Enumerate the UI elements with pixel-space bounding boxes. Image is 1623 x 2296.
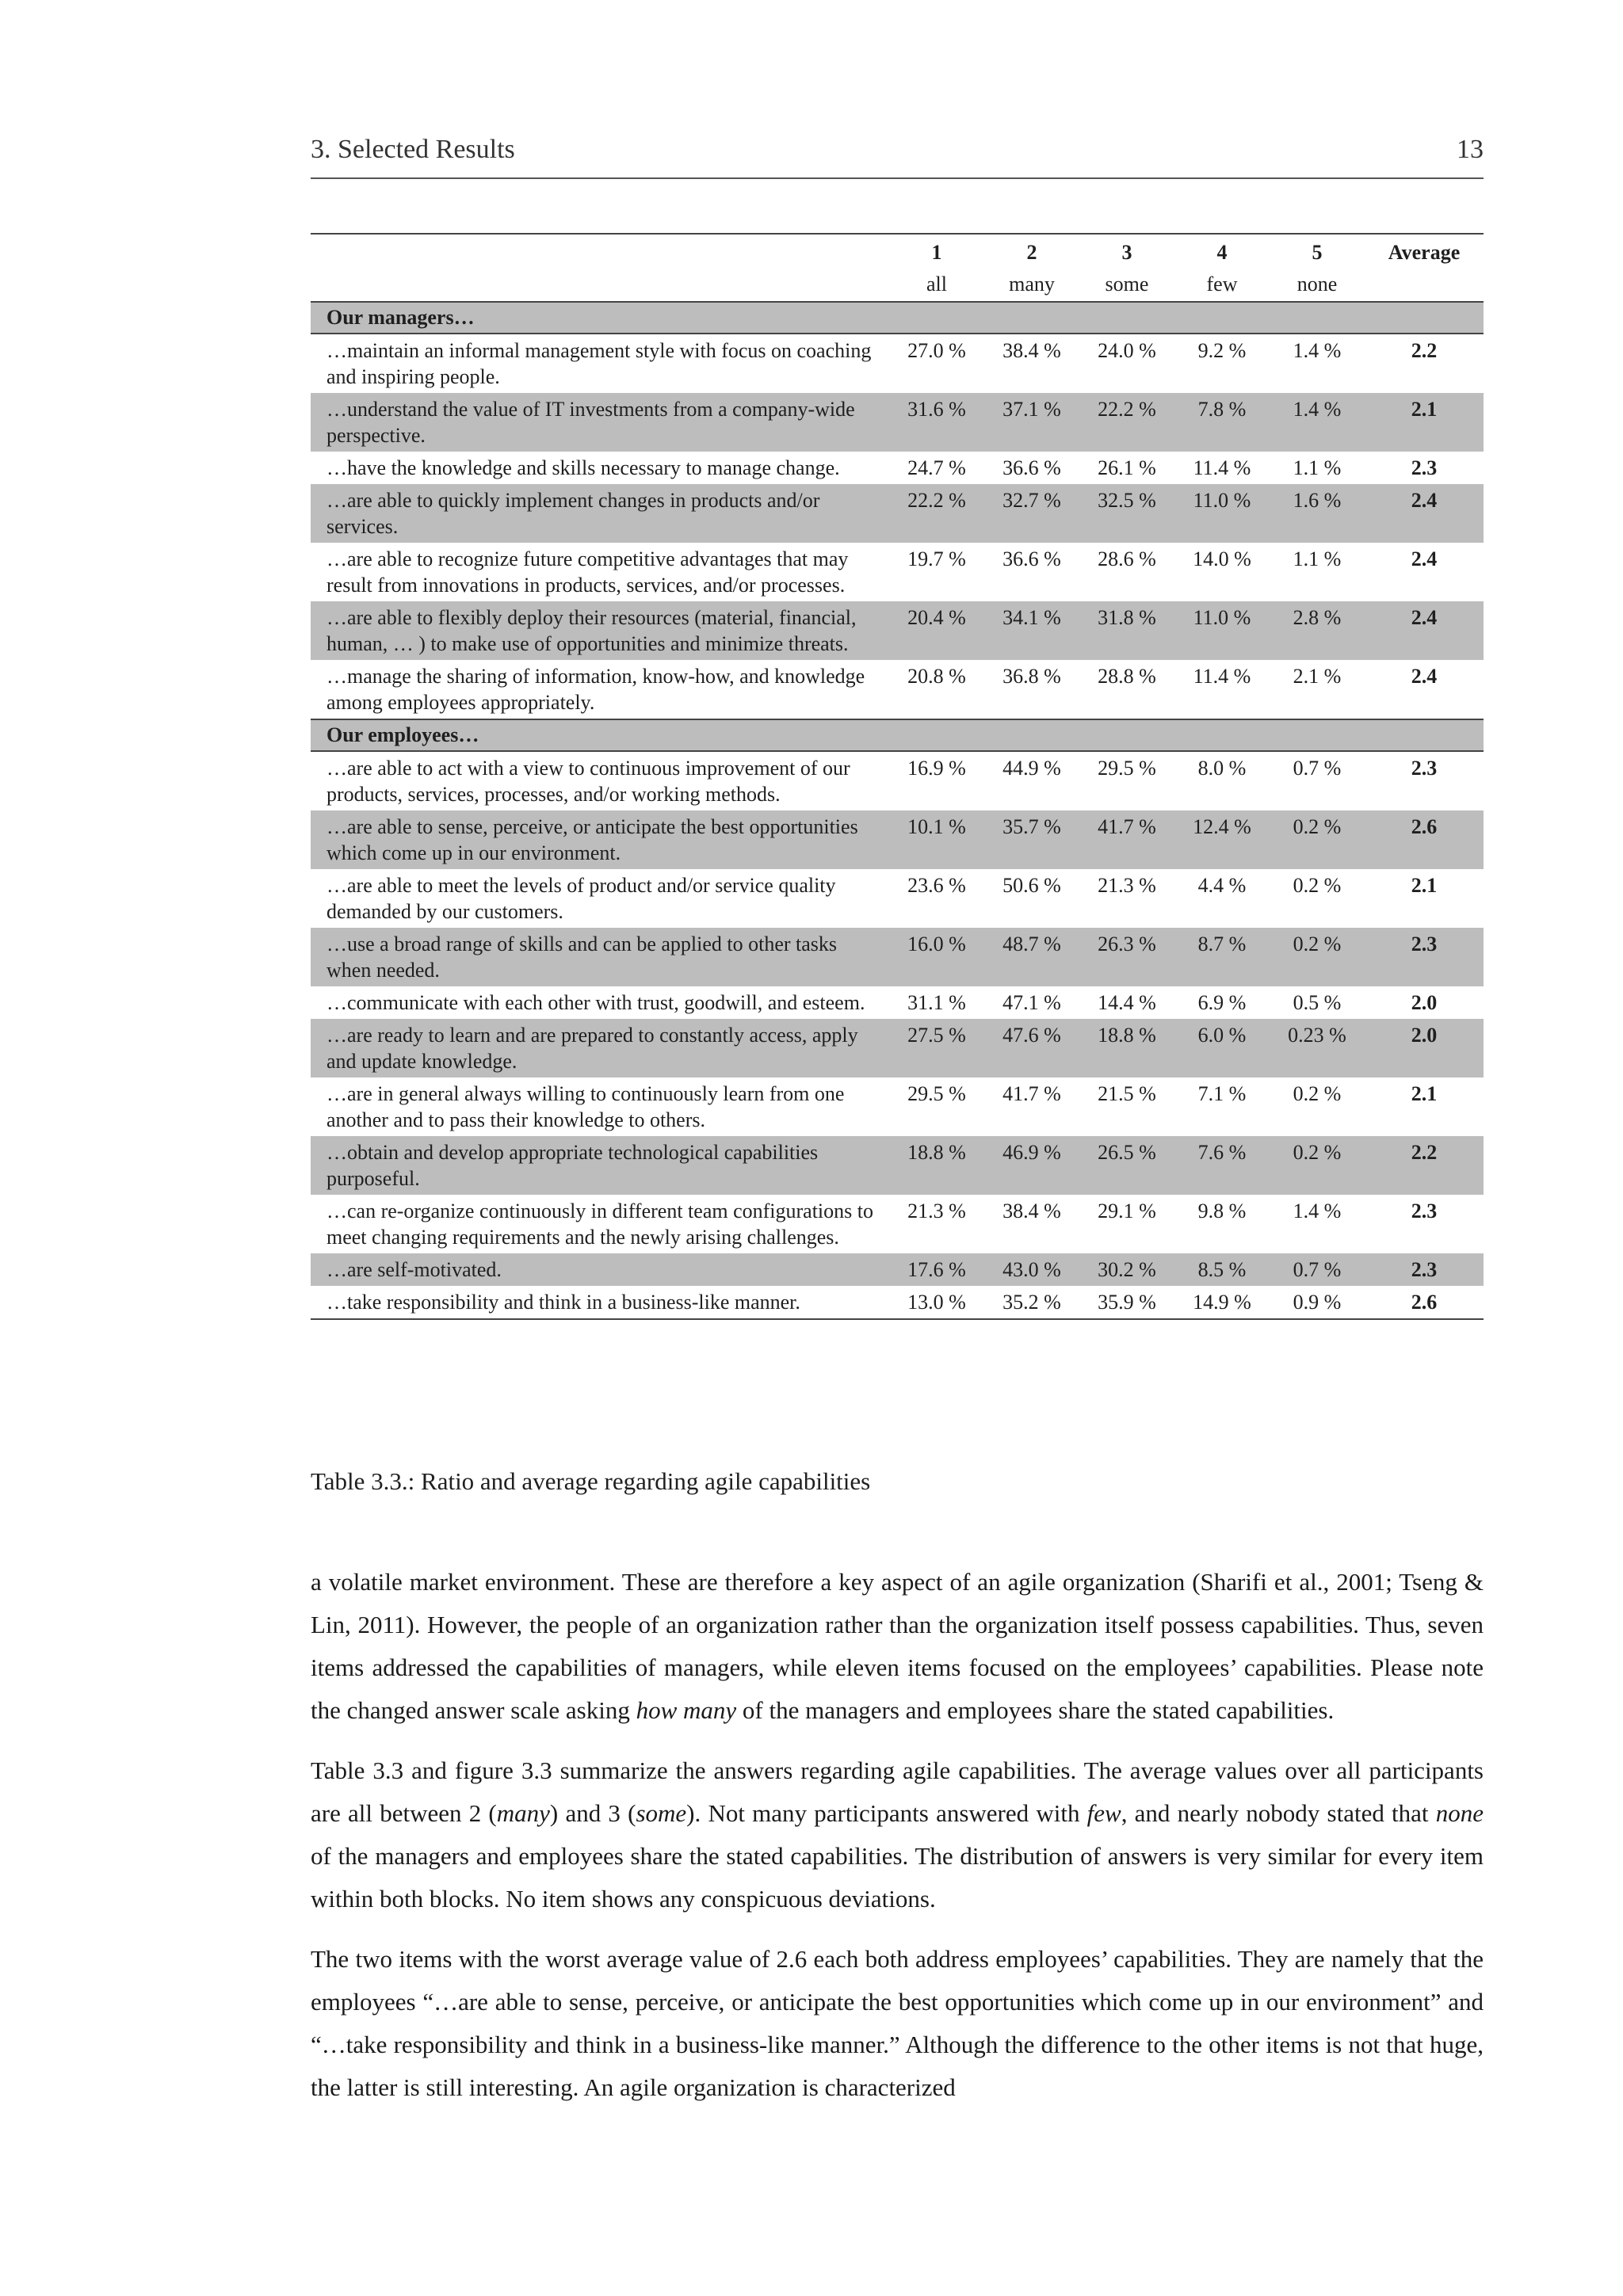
agile-capabilities-table bbox=[311, 233, 1484, 1320]
ratio-cell: 9.8 % bbox=[1197, 1199, 1247, 1222]
table-row bbox=[311, 1136, 1484, 1195]
text-span: of the managers and employees share the stated capabilities. The distribution of answers is very similar for every item within both blocks. No item shows any conspicuous deviations. bbox=[311, 1842, 1484, 1913]
table-row bbox=[311, 1253, 1484, 1286]
text-span: of the managers and employees share the stated capabilities. bbox=[736, 1696, 1335, 1724]
header-empty bbox=[311, 234, 889, 266]
page-number: 13 bbox=[1457, 135, 1484, 164]
results-table-container bbox=[311, 233, 1484, 1320]
average-header: Average bbox=[1365, 234, 1484, 266]
ratio-cell: 28.8 % bbox=[1098, 665, 1156, 688]
ratio-cell: 7.1 % bbox=[1197, 1082, 1247, 1105]
table-header-row bbox=[311, 234, 1484, 266]
table-row bbox=[311, 484, 1484, 543]
ratio-cell: 22.2 % bbox=[889, 484, 984, 543]
ratio-cell: 26.1 % bbox=[1098, 456, 1156, 479]
ratio-cell: 44.9 % bbox=[1002, 757, 1061, 780]
item-text: …can re-organize continuously in different team configurations to meet changing requirements and the newly arising challenges. bbox=[327, 1199, 873, 1249]
section-title: 3. Selected Results bbox=[311, 135, 515, 164]
scale-label: some bbox=[1105, 273, 1149, 296]
table-row bbox=[311, 986, 1484, 1019]
item-text: …manage the sharing of information, know-how, and knowledge among employees appropriately. bbox=[327, 665, 865, 714]
ratio-cell: 19.7 % bbox=[907, 547, 966, 570]
ratio-cell: 29.5 % bbox=[907, 1082, 966, 1105]
ratio-cell: 1.4 % bbox=[1293, 1199, 1342, 1222]
ratio-cell: 16.9 % bbox=[907, 757, 966, 780]
ratio-cell: 1.1 % bbox=[1293, 456, 1342, 479]
scale-number: 1 bbox=[889, 234, 984, 266]
ratio-cell: 27.0 % bbox=[907, 339, 966, 362]
ratio-cell: 2.8 % bbox=[1270, 601, 1365, 660]
ratio-cell: 47.6 % bbox=[984, 1019, 1079, 1077]
ratio-cell: 18.8 % bbox=[1079, 1019, 1174, 1077]
ratio-cell: 21.5 % bbox=[1098, 1082, 1156, 1105]
item-text: …obtain and develop appropriate technological capabilities purposeful. bbox=[311, 1136, 889, 1195]
section-title: Our managers… bbox=[311, 302, 1484, 334]
ratio-cell: 4.4 % bbox=[1197, 874, 1247, 897]
emphasis: none bbox=[1435, 1799, 1484, 1827]
average-cell: 2.1 bbox=[1365, 393, 1484, 452]
scale-label: all bbox=[926, 273, 947, 296]
ratio-cell: 35.2 % bbox=[984, 1286, 1079, 1319]
ratio-cell: 32.7 % bbox=[984, 484, 1079, 543]
paragraph bbox=[311, 1749, 1484, 1920]
ratio-cell: 7.6 % bbox=[1174, 1136, 1270, 1195]
table-body bbox=[311, 302, 1484, 1319]
average-cell: 2.3 bbox=[1411, 1199, 1438, 1222]
average-cell: 2.1 bbox=[1411, 1082, 1438, 1105]
ratio-cell: 41.7 % bbox=[1002, 1082, 1061, 1105]
ratio-cell: 31.1 % bbox=[907, 991, 966, 1014]
ratio-cell: 35.9 % bbox=[1079, 1286, 1174, 1319]
average-cell: 2.4 bbox=[1411, 665, 1438, 688]
ratio-cell: 0.2 % bbox=[1293, 1082, 1342, 1105]
table-row bbox=[311, 334, 1484, 393]
ratio-cell: 16.0 % bbox=[889, 928, 984, 986]
ratio-cell: 35.7 % bbox=[984, 810, 1079, 869]
ratio-cell: 2.1 % bbox=[1293, 665, 1342, 688]
ratio-cell: 30.2 % bbox=[1079, 1253, 1174, 1286]
ratio-cell: 36.6 % bbox=[1002, 456, 1061, 479]
ratio-cell: 11.4 % bbox=[1193, 456, 1251, 479]
ratio-cell: 36.6 % bbox=[1002, 547, 1061, 570]
ratio-cell: 0.2 % bbox=[1270, 1136, 1365, 1195]
average-cell: 2.3 bbox=[1365, 928, 1484, 986]
average-cell: 2.4 bbox=[1411, 547, 1438, 570]
ratio-cell: 43.0 % bbox=[984, 1253, 1079, 1286]
emphasis: few bbox=[1086, 1799, 1121, 1827]
ratio-cell: 1.4 % bbox=[1270, 393, 1365, 452]
table-row bbox=[311, 928, 1484, 986]
header-empty bbox=[311, 266, 889, 302]
table-row bbox=[311, 452, 1484, 484]
section-header-row bbox=[311, 302, 1484, 334]
average-cell: 2.6 bbox=[1365, 1286, 1484, 1319]
ratio-cell: 31.6 % bbox=[889, 393, 984, 452]
ratio-cell: 46.9 % bbox=[984, 1136, 1079, 1195]
text-span: a volatile market environment. These are therefore a key aspect of an agile organization (Sharifi et al., 2001; Tseng & Lin, 2011). However, the people of an organization rather than the organization itself possess capabilities. Thus, seven items addressed the capabilities of managers, while eleven items focused on the employees’ capabilities. Please note the changed answer scale asking bbox=[311, 1568, 1484, 1724]
ratio-cell: 0.2 % bbox=[1270, 810, 1365, 869]
ratio-cell: 34.1 % bbox=[984, 601, 1079, 660]
ratio-cell: 1.6 % bbox=[1270, 484, 1365, 543]
item-text: …are in general always willing to continuously learn from one another and to pass their knowledge to others. bbox=[327, 1082, 845, 1131]
ratio-cell: 36.8 % bbox=[1002, 665, 1061, 688]
table-row bbox=[311, 1019, 1484, 1077]
average-cell: 2.6 bbox=[1365, 810, 1484, 869]
ratio-cell: 10.1 % bbox=[889, 810, 984, 869]
scale-number: 4 bbox=[1174, 234, 1270, 266]
ratio-cell: 24.7 % bbox=[907, 456, 966, 479]
ratio-cell: 47.1 % bbox=[1002, 991, 1061, 1014]
body-text bbox=[311, 1561, 1484, 2126]
emphasis: some bbox=[636, 1799, 687, 1827]
ratio-cell: 32.5 % bbox=[1079, 484, 1174, 543]
average-cell: 2.0 bbox=[1411, 991, 1438, 1014]
average-cell: 2.3 bbox=[1411, 757, 1438, 780]
scale-number: 5 bbox=[1270, 234, 1365, 266]
text-span: ) and 3 ( bbox=[549, 1799, 636, 1827]
item-text: …understand the value of IT investments from a company-wide perspective. bbox=[311, 393, 889, 452]
ratio-cell: 12.4 % bbox=[1174, 810, 1270, 869]
ratio-cell: 8.5 % bbox=[1174, 1253, 1270, 1286]
ratio-cell: 1.4 % bbox=[1293, 339, 1342, 362]
section-title: Our employees… bbox=[311, 719, 1484, 751]
text-span: Table 3.3 and figure 3.3 summarize the answers regarding agile capabilities. The average values over all participants are all between 2 ( bbox=[311, 1756, 1484, 1827]
item-text: …maintain an informal management style with focus on coaching and inspiring people. bbox=[327, 339, 872, 388]
ratio-cell: 14.4 % bbox=[1098, 991, 1156, 1014]
text-span: , and nearly nobody stated that bbox=[1121, 1799, 1436, 1827]
ratio-cell: 11.4 % bbox=[1193, 665, 1251, 688]
ratio-cell: 21.3 % bbox=[1098, 874, 1156, 897]
ratio-cell: 29.5 % bbox=[1098, 757, 1156, 780]
ratio-cell: 0.7 % bbox=[1270, 1253, 1365, 1286]
ratio-cell: 48.7 % bbox=[984, 928, 1079, 986]
table-row bbox=[311, 1077, 1484, 1136]
header-empty bbox=[1365, 266, 1484, 302]
ratio-cell: 29.1 % bbox=[1098, 1199, 1156, 1222]
item-text: …are able to recognize future competitive advantages that may result from innovations in products, services, and/or processes. bbox=[327, 547, 849, 597]
ratio-cell: 18.8 % bbox=[889, 1136, 984, 1195]
ratio-cell: 38.4 % bbox=[1002, 339, 1061, 362]
average-cell: 2.0 bbox=[1365, 1019, 1484, 1077]
ratio-cell: 9.2 % bbox=[1197, 339, 1247, 362]
item-text: …use a broad range of skills and can be applied to other tasks when needed. bbox=[311, 928, 889, 986]
ratio-cell: 6.9 % bbox=[1197, 991, 1247, 1014]
ratio-cell: 14.0 % bbox=[1193, 547, 1251, 570]
ratio-cell: 41.7 % bbox=[1079, 810, 1174, 869]
ratio-cell: 24.0 % bbox=[1098, 339, 1156, 362]
ratio-cell: 31.8 % bbox=[1079, 601, 1174, 660]
ratio-cell: 0.7 % bbox=[1293, 757, 1342, 780]
table-row bbox=[311, 1195, 1484, 1253]
ratio-cell: 26.3 % bbox=[1079, 928, 1174, 986]
ratio-cell: 7.8 % bbox=[1174, 393, 1270, 452]
table-subheader-row bbox=[311, 266, 1484, 302]
item-text: …take responsibility and think in a business-like manner. bbox=[311, 1286, 889, 1319]
ratio-cell: 23.6 % bbox=[907, 874, 966, 897]
emphasis: how many bbox=[636, 1696, 737, 1724]
scale-number: 2 bbox=[984, 234, 1079, 266]
ratio-cell: 13.0 % bbox=[889, 1286, 984, 1319]
ratio-cell: 8.7 % bbox=[1174, 928, 1270, 986]
item-text: …are ready to learn and are prepared to constantly access, apply and update knowledge. bbox=[311, 1019, 889, 1077]
scale-label: many bbox=[1009, 273, 1055, 296]
section-header-row bbox=[311, 719, 1484, 751]
ratio-cell: 50.6 % bbox=[1002, 874, 1061, 897]
ratio-cell: 8.0 % bbox=[1197, 757, 1247, 780]
average-cell: 2.2 bbox=[1411, 339, 1438, 362]
item-text: …are self-motivated. bbox=[311, 1253, 889, 1286]
average-cell: 2.2 bbox=[1365, 1136, 1484, 1195]
ratio-cell: 11.0 % bbox=[1174, 484, 1270, 543]
average-cell: 2.1 bbox=[1411, 874, 1438, 897]
scale-number: 3 bbox=[1079, 234, 1174, 266]
running-header bbox=[311, 135, 1484, 179]
ratio-cell: 0.2 % bbox=[1270, 928, 1365, 986]
table-row bbox=[311, 601, 1484, 660]
item-text: …are able to sense, perceive, or anticipate the best opportunities which come up in our environment. bbox=[311, 810, 889, 869]
average-cell: 2.4 bbox=[1365, 601, 1484, 660]
ratio-cell: 0.9 % bbox=[1270, 1286, 1365, 1319]
table-row bbox=[311, 1286, 1484, 1319]
table-row bbox=[311, 543, 1484, 601]
ratio-cell: 0.23 % bbox=[1270, 1019, 1365, 1077]
text-span: ). Not many participants answered with bbox=[686, 1799, 1087, 1827]
ratio-cell: 14.9 % bbox=[1174, 1286, 1270, 1319]
item-text: …are able to quickly implement changes in products and/or services. bbox=[311, 484, 889, 543]
table-row bbox=[311, 810, 1484, 869]
ratio-cell: 21.3 % bbox=[907, 1199, 966, 1222]
ratio-cell: 28.6 % bbox=[1098, 547, 1156, 570]
ratio-cell: 37.1 % bbox=[984, 393, 1079, 452]
average-cell: 2.3 bbox=[1365, 1253, 1484, 1286]
scale-label: few bbox=[1206, 273, 1238, 296]
table-caption: Table 3.3.: Ratio and average regarding agile capabilities bbox=[311, 1467, 871, 1495]
scale-label: none bbox=[1296, 273, 1338, 296]
ratio-cell: 26.5 % bbox=[1079, 1136, 1174, 1195]
paragraph: The two items with the worst average value of 2.6 each both address employees’ capabilities. They are namely that the employees “…are able to sense, perceive, or anticipate the best opportunities which come up in our environment” and “…take responsibility and think in a business-like manner.” Although the difference to the other items is not that huge, the latter is still interesting. An agile organization is characterized bbox=[311, 1945, 1484, 2101]
table-row bbox=[311, 660, 1484, 719]
item-text: …are able to flexibly deploy their resources (material, financial, human, … ) to make use of opportunities and minimize threats. bbox=[311, 601, 889, 660]
item-text: …are able to meet the levels of product and/or service quality demanded by our customers. bbox=[327, 874, 836, 923]
ratio-cell: 1.1 % bbox=[1293, 547, 1342, 570]
ratio-cell: 20.8 % bbox=[907, 665, 966, 688]
ratio-cell: 17.6 % bbox=[889, 1253, 984, 1286]
item-text: …communicate with each other with trust, goodwill, and esteem. bbox=[327, 991, 865, 1014]
average-cell: 2.4 bbox=[1365, 484, 1484, 543]
average-cell: 2.3 bbox=[1411, 456, 1438, 479]
item-text: …are able to act with a view to continuous improvement of our products, services, processes, and/or working methods. bbox=[327, 757, 850, 806]
ratio-cell: 11.0 % bbox=[1174, 601, 1270, 660]
ratio-cell: 0.2 % bbox=[1293, 874, 1342, 897]
paragraph bbox=[311, 1561, 1484, 1732]
ratio-cell: 0.5 % bbox=[1293, 991, 1342, 1014]
ratio-cell: 6.0 % bbox=[1174, 1019, 1270, 1077]
item-text: …have the knowledge and skills necessary to manage change. bbox=[327, 456, 840, 479]
ratio-cell: 20.4 % bbox=[889, 601, 984, 660]
ratio-cell: 22.2 % bbox=[1079, 393, 1174, 452]
table-row bbox=[311, 869, 1484, 928]
emphasis: many bbox=[496, 1799, 550, 1827]
ratio-cell: 27.5 % bbox=[889, 1019, 984, 1077]
table-row bbox=[311, 393, 1484, 452]
ratio-cell: 38.4 % bbox=[1002, 1199, 1061, 1222]
table-row bbox=[311, 751, 1484, 810]
